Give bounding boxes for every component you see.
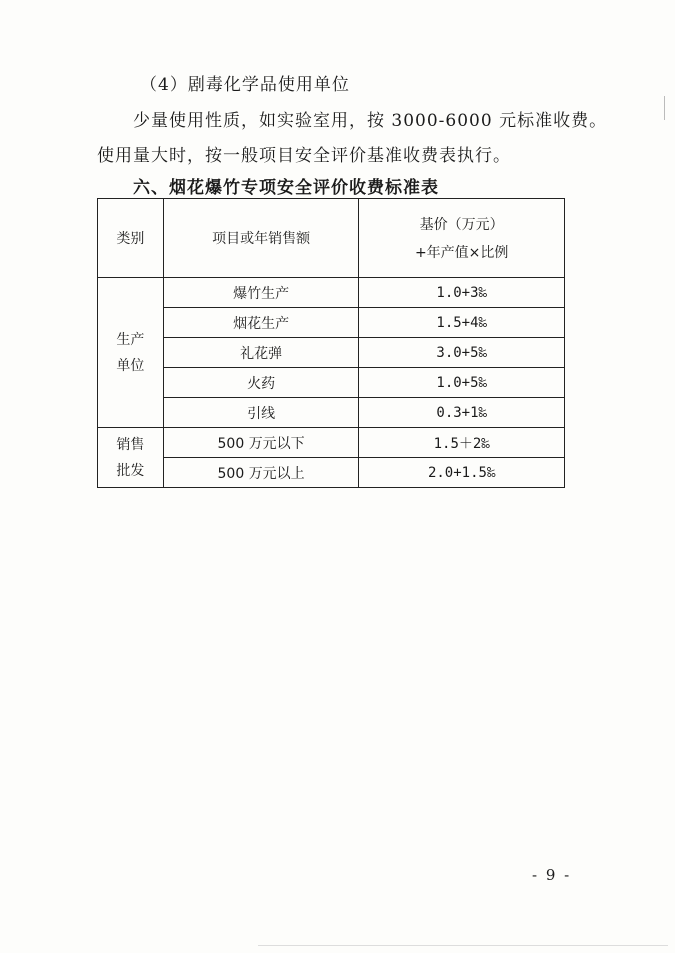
item-cell: 火药 (163, 368, 359, 398)
category-sales-line2: 批发 (116, 462, 145, 479)
table-row (98, 458, 565, 488)
header-fee-line1: 基价（万元） (419, 217, 504, 233)
header-item: 项目或年销售额 (163, 199, 359, 278)
paragraph-2: 使用量大时，按一般项目安全评价基准收费表执行。 (97, 146, 511, 166)
fee-standard-table (97, 198, 565, 488)
fee-cell: 1.0+3‰ (359, 278, 565, 308)
fee-cell: 2.0+1.5‰ (359, 458, 565, 488)
item-cell: 引线 (163, 398, 359, 428)
fee-cell: 1.5＋2‰ (359, 428, 565, 458)
fee-cell: 1.5+4‰ (359, 308, 565, 338)
item-cell: 500 万元以下 (163, 428, 359, 458)
item-cell: 烟花生产 (163, 308, 359, 338)
fee-cell: 1.0+5‰ (359, 368, 565, 398)
item-cell: 爆竹生产 (163, 278, 359, 308)
header-fee-line2: +年产值×比例 (414, 245, 509, 261)
scan-bottom-edge (258, 945, 668, 946)
table-row (98, 398, 565, 428)
table-row (98, 278, 565, 308)
header-fee (359, 199, 565, 278)
page-number: - 9 - (532, 866, 572, 884)
table-header-row (98, 199, 565, 278)
item-cell: 500 万元以上 (163, 458, 359, 488)
fee-cell: 0.3+1‰ (359, 398, 565, 428)
category-sales-line1: 销售 (116, 436, 145, 453)
table-row (98, 428, 565, 458)
section-title: 六、烟花爆竹专项安全评价收费标准表 (133, 178, 439, 198)
scan-edge-mark (664, 96, 665, 120)
fee-cell: 3.0+5‰ (359, 338, 565, 368)
header-category: 类别 (98, 199, 164, 278)
table-row (98, 308, 565, 338)
category-sales (98, 428, 164, 488)
category-production (98, 278, 164, 428)
category-production-line1: 生产 (116, 331, 145, 348)
item-cell: 礼花弹 (163, 338, 359, 368)
paragraph-1: 少量使用性质，如实验室用，按 3000-6000 元标准收费。 (133, 111, 608, 131)
subheading: （4）剧毒化学品使用单位 (140, 75, 350, 95)
category-production-line2: 单位 (116, 357, 145, 374)
table-row (98, 338, 565, 368)
table-row (98, 368, 565, 398)
